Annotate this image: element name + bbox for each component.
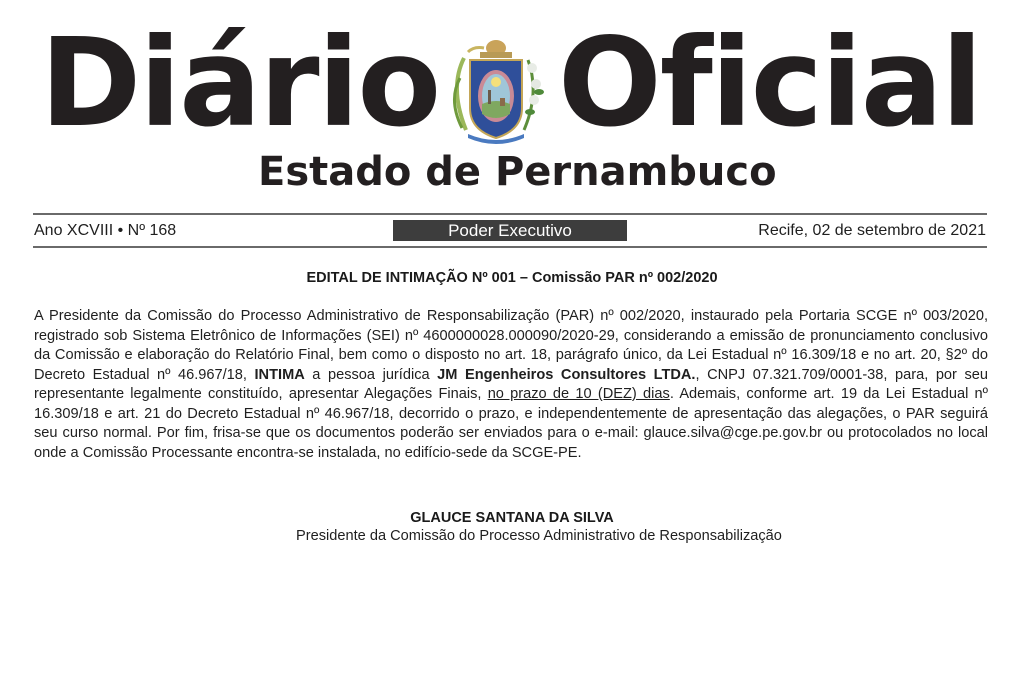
body-text-part: A Presidente da Comissão do Processo Administrativo de Responsabilização (PAR) nº 002/2020, instaurado pela Portaria SCGE nº 003/2020, registrado sob Sistema Eletrônico de Informações (SEI) nº 4600000028.000090/2020-29, considerando a emissão de pronunciamento conclusivo da Comissão e elaboração do Relatório Final, bem como o disposto no art. 18, parágrafo único, da Lei Estadual nº 16.309/18 e no art. 20, §2º do Decreto Estadual nº 46.967/18,: [34, 308, 988, 383]
masthead: [0, 0, 1024, 210]
body-text-part: . Ademais, conforme art. 19 da Lei Estadual nº 16.309/18 e art. 21 do Decreto Estadual nº 46.967/18, decorrido o prazo, e independentemente de apresentação das alegações, o PAR seguirá seu curso normal. Por fim, frisa-se que os documentos poderão ser enviados para o e-mail: glauce.silva@cge.pe.gov.br ou protocolados no local onde a Comissão Processante encontra-se instalada, no edifício-sede da SCGE-PE.: [34, 386, 989, 461]
masthead-title-oficial: Oficial: [558, 12, 981, 154]
coat-of-arms-icon: [444, 38, 548, 148]
document-title: EDITAL DE INTIMAÇÃO Nº 001 – Comissão PAR nº 002/2020: [306, 270, 718, 286]
body-text-part: , CNPJ 07.321.709/0001-38, para, por seu representante legalmente constituído, apresentar Alegações Finais,: [34, 366, 988, 402]
document-body: [34, 307, 988, 463]
section-label: Poder Executivo: [393, 220, 627, 241]
masthead-title-diario: Diário: [40, 12, 440, 154]
intima-keyword: INTIMA: [254, 366, 305, 383]
signer-role: Presidente da Comissão do Processo Administrativo de Responsabilização: [296, 528, 782, 544]
signer-name: GLAUCE SANTANA DA SILVA: [410, 510, 614, 526]
body-text-part: a pessoa jurídica: [304, 366, 438, 383]
deadline-text: no prazo de 10 (DEZ) dias: [487, 386, 670, 402]
header-rule-top: [33, 213, 987, 215]
publication-date: Recife, 02 de setembro de 2021: [758, 222, 986, 239]
edition-number: Ano XCVIII • Nº 168: [34, 222, 177, 239]
company-name: JM Engenheiros Consultores LTDA.: [437, 366, 696, 383]
masthead-subtitle: Estado de Pernambuco: [258, 149, 777, 195]
header-rule-bottom: [33, 246, 987, 248]
